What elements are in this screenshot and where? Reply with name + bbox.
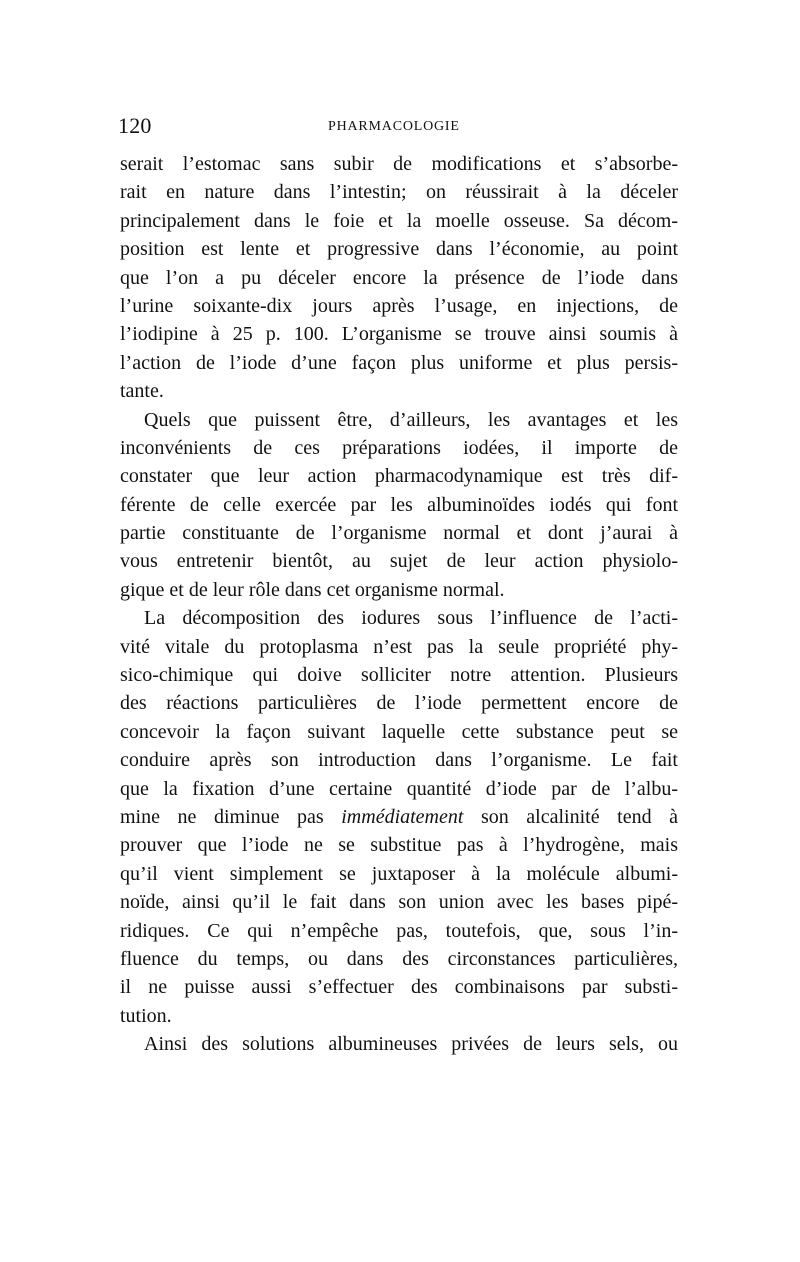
text-line: Ainsi des solutions albumineuses privées de leurs sels, ou [144,1033,678,1056]
text-line: qu’il vient simplement se juxtaposer à la molécule albumi- [120,862,678,885]
running-head [118,114,680,138]
text-segment: mine ne diminue pas [120,805,342,828]
text-line: tante. [120,380,164,403]
text-line: gique et de leur rôle dans cet organisme normal. [120,578,505,601]
text-line: prouver que l’iode ne se substitue pas à l’hydrogène, mais [120,834,678,857]
text-line: concevoir la façon suivant laquelle cette substance peut se [120,720,678,743]
text-line: Quels que puissent être, d’ailleurs, les avantages et les [144,408,678,431]
text-line: rait en nature dans l’intestin; on réussirait à la déceler [120,181,678,204]
text-line: l’iodipine à 25 p. 100. L’organisme se trouve ainsi soumis à [120,323,678,346]
text-line: il ne puisse aussi s’effectuer des combinaisons par substi- [120,976,678,999]
page-number: 120 [118,113,152,138]
text-line: des réactions particulières de l’iode permettent encore de [120,692,678,715]
text-line: sico-chimique qui doive solliciter notre attention. Plusieurs [120,664,678,687]
text-line: que l’on a pu déceler encore la présence de l’iode dans [120,266,678,289]
text-line: ridiques. Ce qui n’empêche pas, toutefois, que, sous l’in- [120,919,678,942]
text-line: l’urine soixante-dix jours après l’usage, en injections, de [120,294,678,317]
text-line: tution. [120,1004,172,1027]
text-line: que la fixation d’une certaine quantité d’iode par de l’albu- [120,777,678,800]
text-line [120,803,678,831]
text-segment: son alcalinité tend à [463,805,678,828]
running-title: PHARMACOLOGIE [328,119,460,134]
text-line: partie constituante de l’organisme normal et dont j’aurai à [120,522,678,545]
text-line: conduire après son introduction dans l’organisme. Le fait [120,749,678,772]
italic-text: immédiatement [341,805,464,828]
text-line: noïde, ainsi qu’il le fait dans son union avec les bases pipé- [120,891,678,914]
text-line: principalement dans le foie et la moelle osseuse. Sa décom- [120,209,678,232]
text-line: vous entretenir bientôt, au sujet de leur action physiolo- [120,550,678,573]
text-line: position est lente et progressive dans l’économie, au point [120,238,678,261]
body-text [120,150,678,1059]
text-line: La décomposition des iodures sous l’influence de l’acti- [144,607,678,630]
text-line: férente de celle exercée par les albuminoïdes iodés qui font [120,493,678,516]
text-line: inconvénients de ces préparations iodées, il importe de [120,436,678,459]
text-line: l’action de l’iode d’une façon plus uniforme et plus persis- [120,351,678,374]
text-line: constater que leur action pharmacodynamique est très dif- [120,465,678,488]
text-line: fluence du temps, ou dans des circonstances particulières, [120,947,678,970]
text-line: vité vitale du protoplasma n’est pas la seule propriété phy- [120,635,678,658]
text-line: serait l’estomac sans subir de modifications et s’absorbe- [120,153,678,175]
